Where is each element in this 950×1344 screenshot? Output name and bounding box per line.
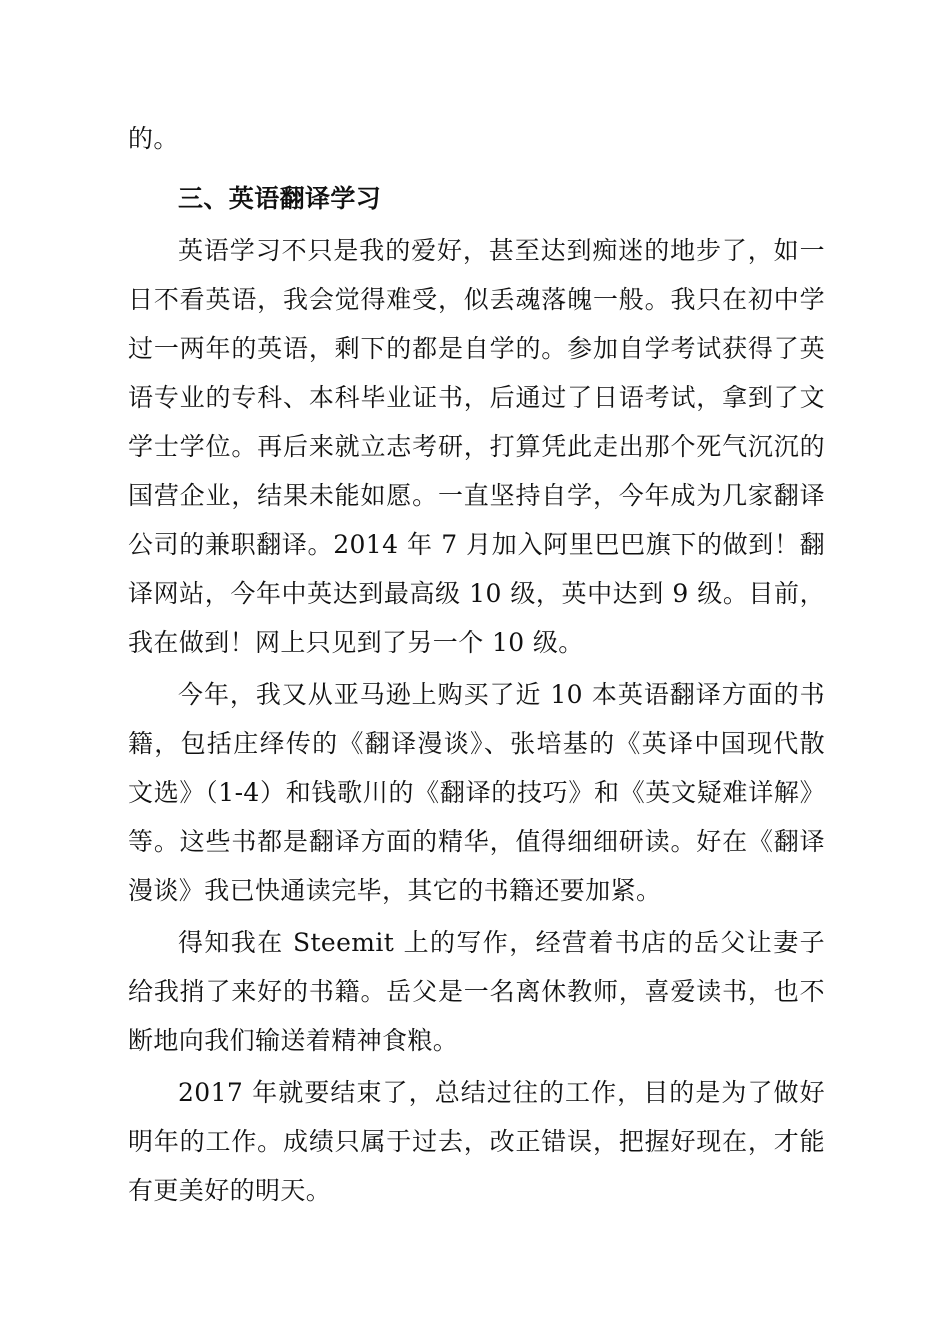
section-heading: 三、英语翻译学习 xyxy=(178,184,382,213)
document-body xyxy=(128,114,825,1215)
lead-fragment: 的。 xyxy=(128,124,179,153)
paragraph: 2017 年就要结束了，总结过往的工作，目的是为了做好明年的工作。成绩只属于过去，改正错误，把握好现在，才能有更美好的明天。 xyxy=(128,1078,825,1205)
paragraph: 今年，我又从亚马逊上购买了近 10 本英语翻译方面的书籍，包括庄绎传的《翻译漫谈》、张培基的《英译中国现代散文选》（1-4）和钱歌川的《翻译的技巧》和《英文疑难详解》等。这些书都是翻译方面的精华，值得细细研读。好在《翻译漫谈》我已快通读完毕，其它的书籍还要加紧。 xyxy=(128,680,825,905)
paragraph: 英语学习不只是我的爱好，甚至达到痴迷的地步了，如一日不看英语，我会觉得难受，似丢魂落魄一般。我只在初中学过一两年的英语，剩下的都是自学的。参加自学考试获得了英语专业的专科、本科毕业证书，后通过了日语考试，拿到了文学士学位。再后来就立志考研，打算凭此走出那个死气沉沉的国营企业，结果未能如愿。一直坚持自学，今年成为几家翻译公司的兼职翻译。2014 年 7 月加入阿里巴巴旗下的做到！翻译网站，今年中英达到最高级 10 级，英中达到 9 级。目前，我在做到！网上只见到了另一个 10 级。 xyxy=(128,236,825,657)
paragraph: 得知我在 Steemit 上的写作，经营着书店的岳父让妻子给我捎了来好的书籍。岳父是一名离休教师，喜爱读书，也不断地向我们输送着精神食粮。 xyxy=(128,928,825,1055)
